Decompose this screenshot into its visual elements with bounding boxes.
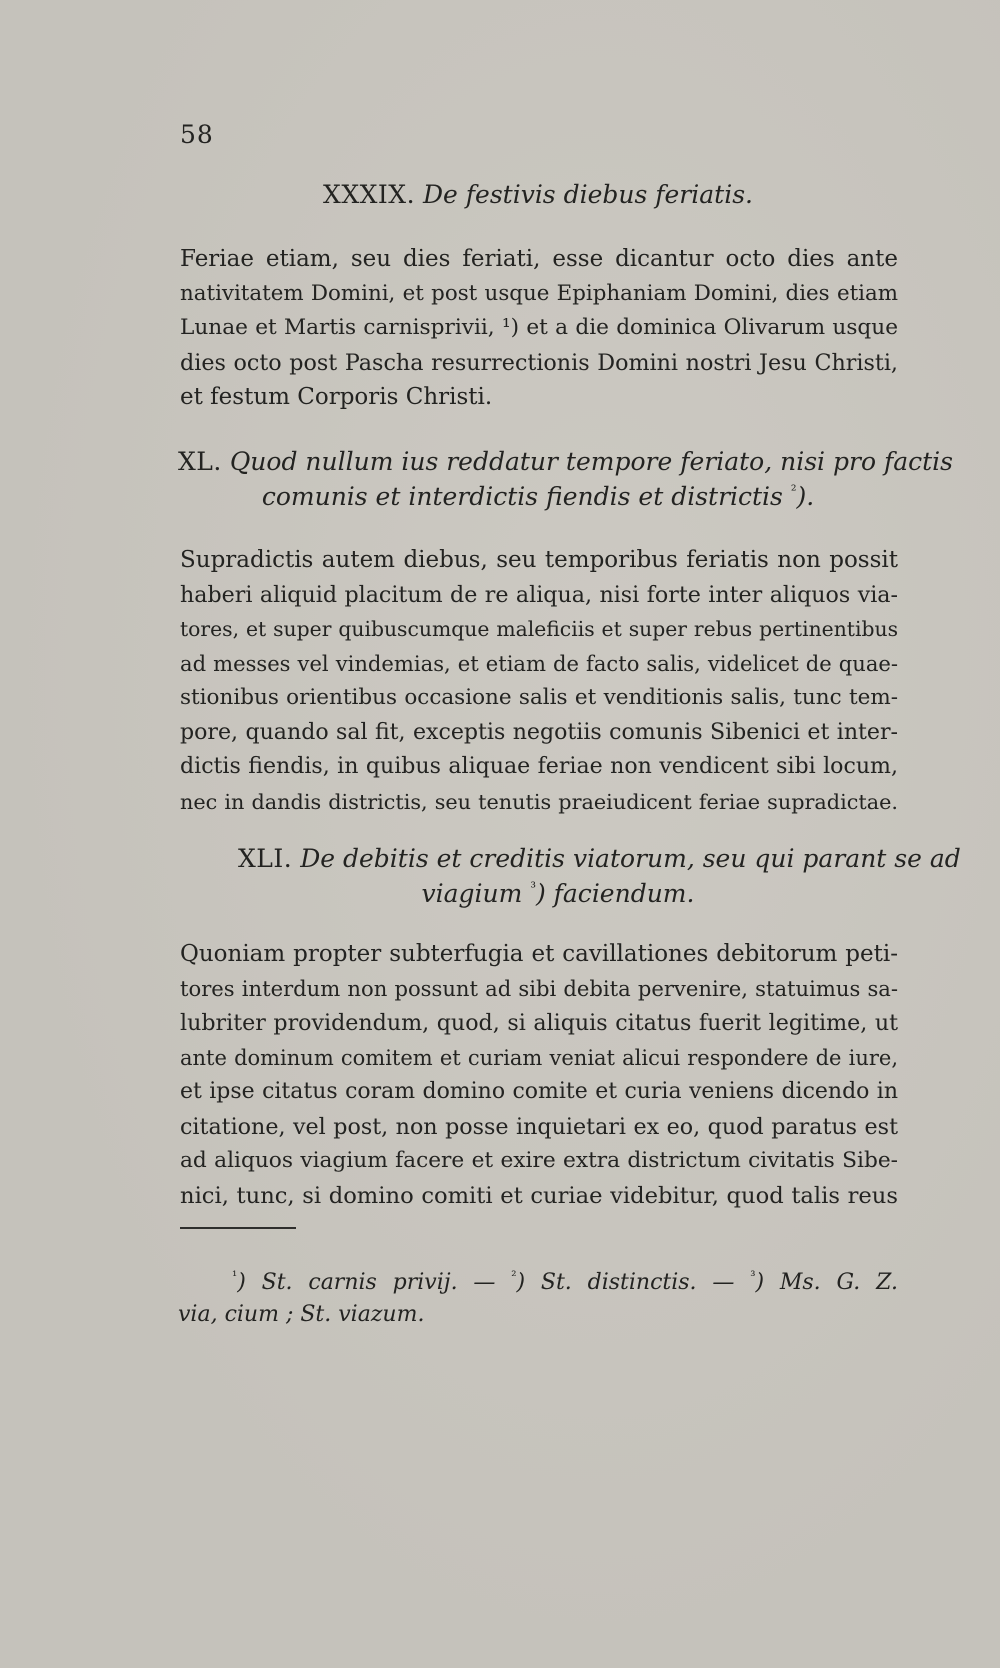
footnote-divider [180, 1227, 296, 1229]
section-number: XLI. [238, 844, 293, 873]
section-heading-39 [178, 180, 898, 209]
text-line: Quoniam propter subterfugia et cavillationes debitorum peti- [180, 941, 898, 967]
section-title-end: ). [796, 482, 815, 511]
section-41-body [180, 937, 898, 1213]
section-title-continued: comunis et interdictis fiendis et districtis [261, 482, 783, 511]
footnote-line: via, cium ; St. viazum. [178, 1302, 425, 1327]
footnote-mark: ² [511, 1269, 517, 1284]
text-line: lubriter providendum, quod, si aliquis citatus fuerit legitime, ut [180, 1010, 898, 1036]
section-title: Quod nullum ius reddatur tempore feriato, nisi pro factis [229, 447, 953, 476]
text-line: dictis fiendis, in quibus aliquae feriae non vendicent sibi locum, [180, 754, 898, 779]
footnote-mark: ² [790, 483, 797, 499]
footnote-2: ) St. distinctis. — [516, 1270, 735, 1295]
section-title-continued: viagium [421, 879, 523, 908]
footnote-3: ) Ms. G. Z. [755, 1270, 899, 1295]
text-line: et festum Corporis Christi. [180, 384, 493, 410]
text-line: nec in dandis districtis, seu tenutis praeiudicent feriae supradictae. [180, 789, 898, 814]
footnote-mark: ³ [750, 1269, 756, 1284]
text-line: haberi aliquid placitum de re aliqua, nisi forte inter aliquos via- [180, 581, 898, 608]
text-line: Feriae etiam, seu dies feriati, esse dicantur octo dies ante [180, 246, 898, 272]
section-39-body [180, 242, 898, 415]
text-line: nativitatem Domini, et post usque Epiphaniam Domini, dies etiam [180, 280, 898, 306]
text-line: Lunae et Martis carnisprivii, ¹) et a die dominica Olivarum usque [180, 315, 898, 340]
section-heading-41 [178, 844, 961, 908]
text-line: tores interdum non possunt ad sibi debita pervenire, statuimus sa- [180, 975, 898, 1001]
footnote-mark: ¹ [232, 1269, 238, 1284]
section-title: De festivis diebus feriatis. [422, 180, 753, 209]
section-title: De debitis et creditis viatorum, seu qui parant se ad [300, 844, 961, 873]
text-line: nici, tunc, si domino comiti et curiae videbitur, quod talis reus [180, 1182, 898, 1209]
footnote-line [178, 1261, 898, 1299]
text-line: citatione, vel post, non posse inquietari ex eo, quod paratus est [180, 1113, 898, 1140]
text-line: stionibus orientibus occasione salis et venditionis salis, tunc tem- [180, 685, 898, 710]
text-line: ad messes vel vindemias, et etiam de facto salis, videlicet de quae- [180, 650, 898, 676]
section-title-end: ) faciendum. [535, 879, 695, 908]
section-40-body [180, 543, 898, 819]
text-line: pore, quando sal fit, exceptis negotiis comunis Sibenici et inter- [180, 719, 898, 745]
text-line: ante dominum comitem et curiam veniat alicui respondere de iure, [180, 1044, 898, 1070]
footnotes [178, 1261, 898, 1331]
section-number: XL. [178, 447, 222, 476]
text-line: dies octo post Pascha resurrectionis Domini nostri Jesu Christi, [180, 349, 898, 376]
footnote-1: ) St. carnis privij. — [237, 1270, 496, 1295]
footnote-mark: ³ [530, 880, 536, 896]
text-line: ad aliquos viagium facere et exire extra districtum civitatis Sibe- [180, 1148, 898, 1173]
text-line: tores, et super quibuscumque maleficiis et super rebus pertinentibus [180, 617, 898, 641]
text-line: et ipse citatus coram domino comite et curia veniens dicendo in [180, 1079, 898, 1104]
section-number: XXXIX. [323, 180, 416, 209]
section-heading-40 [178, 447, 953, 511]
page-number: 58 [180, 120, 214, 149]
text-line: Supradictis autem diebus, seu temporibus feriatis non possit [180, 547, 898, 573]
